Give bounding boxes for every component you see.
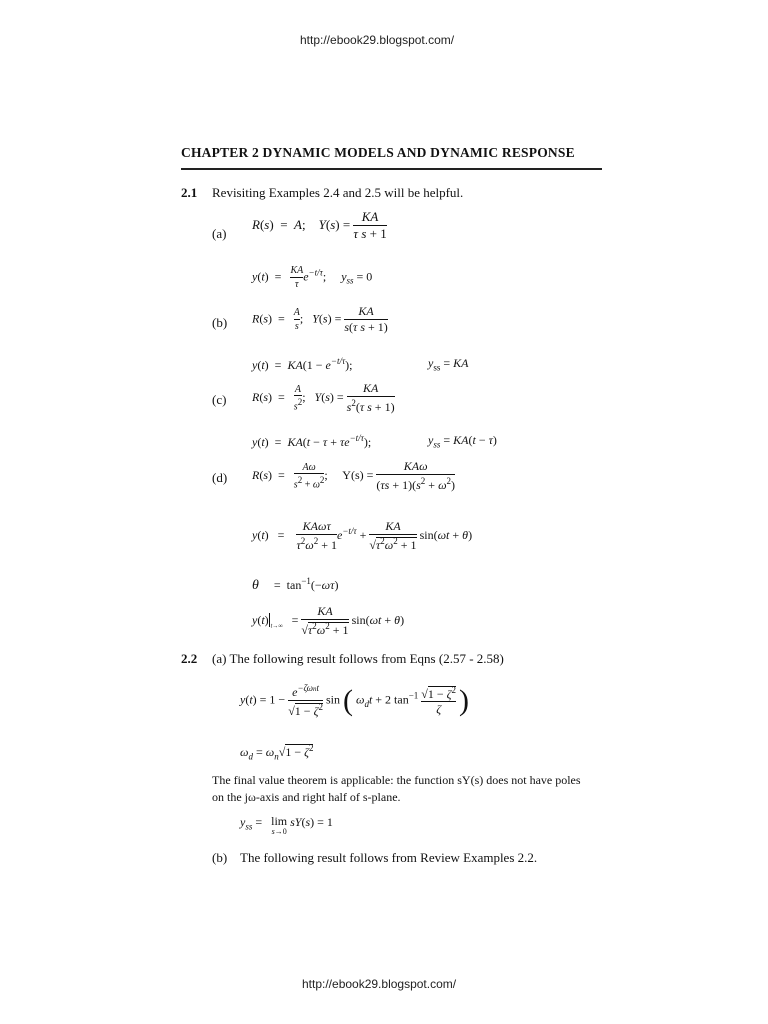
part-a-label: (a): [212, 226, 227, 241]
chapter-heading: CHAPTER 2 DYNAMIC MODELS AND DYNAMIC RESPONSE: [181, 145, 575, 160]
problem-2-2-a-text: (a) The following result follows from Eqns (2.57 - 2.58): [212, 651, 504, 666]
part-b-label: (b): [212, 315, 228, 330]
problem-2-2-number: 2.2: [181, 651, 198, 666]
problem-2-2-b-text: The following result follows from Review Examples 2.2.: [240, 850, 538, 865]
eq-2-1-d-y: y(t) = $\frac{\text{KAωτ}}{\tau^2\omega^2 + 1}$ $e^{-t/\tau}$ + $\frac{KA}{√\tau^2\omega^2 + 1}$ sin(ωt + θ): [252, 519, 473, 552]
part-c-label: (c): [212, 392, 227, 407]
top-url: http://ebook29.blogspot.com/: [300, 33, 455, 47]
eq-2-1-b-yss: $y_{ss}$ = KA: [428, 356, 469, 373]
problem-2-2-b-label: (b): [212, 850, 228, 865]
eq-2-2-y: y(t) = 1 − $\frac{e^{-\zeta\omega nt}}{√1 - \zeta^2}$ sin ( $\omega_dt + 2$ $\tan^{-1}$ $\frac{√1 - \zeta^2}{\zeta}$ ): [240, 683, 470, 718]
eq-2-1-d-steady: y(t) $_{t\to\infty}$ = $\frac{KA}{√\tau^2\omega^2 + 1}$ sin(ωt + θ): [252, 604, 405, 637]
problem-2-1-intro: Revisiting Examples 2.4 and 2.5 will be helpful.: [212, 185, 464, 200]
bottom-url: http://ebook29.blogspot.com/: [302, 977, 457, 991]
eq-2-1-c-yss: $y_{ss} = KA(t - \tau)$: [428, 433, 497, 450]
eq-2-1-c-y: $y(t) = KA(t - \tau + \tau e^{-t/\tau})$;: [252, 433, 372, 449]
eq-2-1-d-R: R(s) = $\frac{A\omega}{s2 + \omega 2}$ ; Y(s) = $\frac{\text{KAω}}{(\tau s + 1)(s^2 + \omega^2)}$: [252, 459, 456, 492]
eq-2-2-omega-d: $\omega_d = \omega_n√1 - \zeta^2$: [240, 743, 314, 762]
eq-2-1-d-theta: θ = $\tan^{-1}(-\omega\tau)$: [252, 576, 339, 593]
final-value-text-1: The final value theorem is applicable: the function sY(s) does not have poles: [212, 773, 581, 787]
part-d-label: (d): [212, 470, 228, 485]
eq-2-1-b-y: $y(t) = KA(1 - e^{-t/\tau})$;: [252, 356, 353, 372]
final-value-text-2: on the jω-axis and right half of s-plane.: [212, 790, 401, 804]
eq-2-2-yss: $y_{ss}$ = lim s→0 sY(s) = 1: [240, 814, 333, 837]
eq-2-1-a-y: y(t) = $\frac{KA}{\tau}$ $e^{-t/\tau}$; $y_{ss} = 0$: [252, 265, 373, 290]
eq-2-1-c-R: R(s) = $\frac{A}{s2}$ ; Y(s) = $\frac{KA}{s^2(\tau s + 1)}$: [252, 381, 395, 414]
eq-2-1-b-R: R(s) = $\frac{A}{s}$ ; Y(s) = $\frac{KA}{\text{s(τ s + 1)}}$: [252, 304, 388, 334]
eq-2-1-a-R: R(s) = A; Y(s) = $\frac{KA}{\text{τ s + 1}}$: [252, 209, 387, 241]
heading-rule: [181, 168, 602, 170]
problem-2-1-number: 2.1: [181, 185, 198, 200]
